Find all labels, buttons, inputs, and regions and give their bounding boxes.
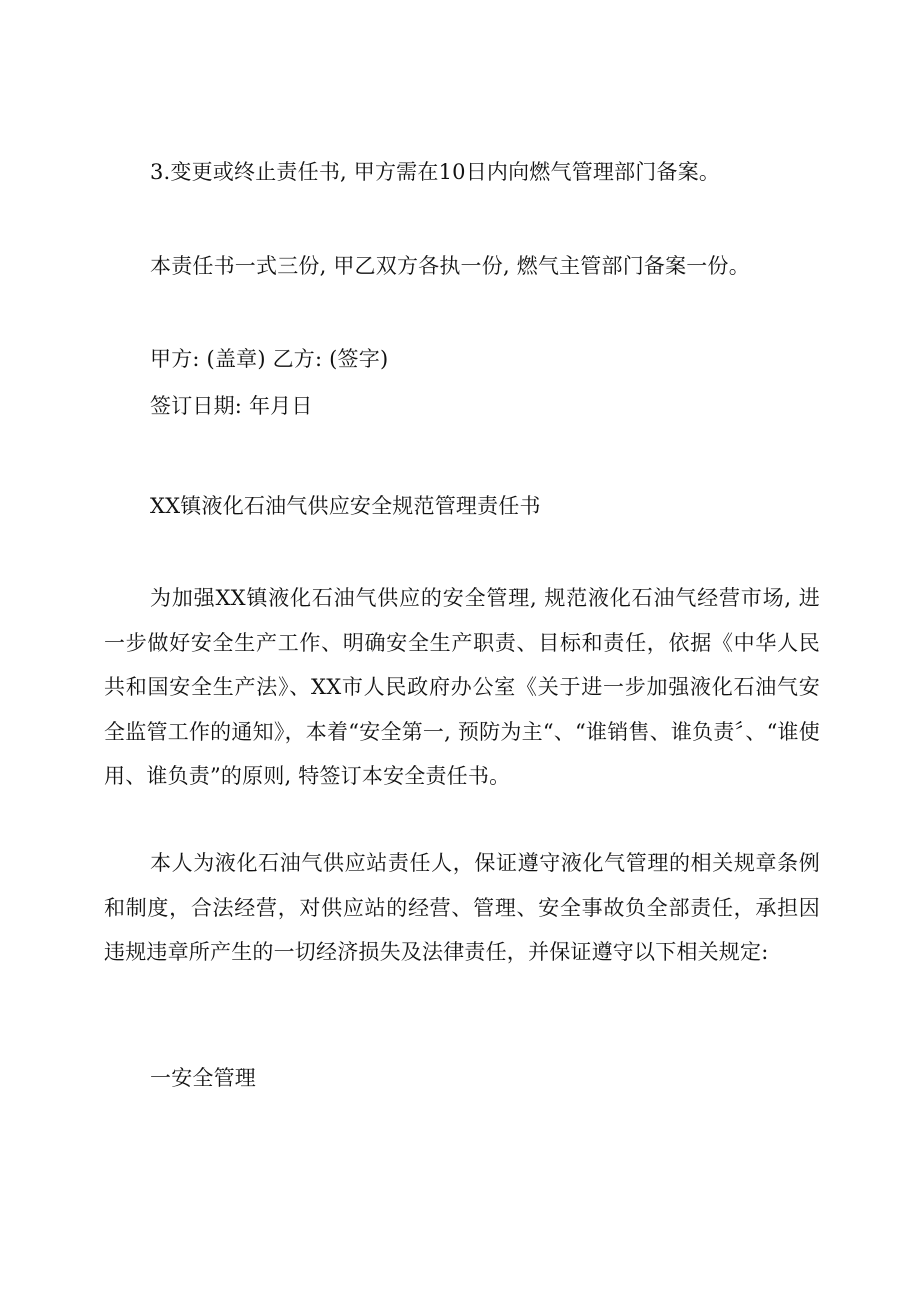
intro-paragraph: 为加强XX镇液化石油气供应的安全管理, 规范液化石油气经营市场, 进一步做好安全生产工作、明确安全生产职责、目标和责任，依据《中华人民共和国安全生产法》、XX市人民政府办公室《关于进一步加强液化石油气安全监管工作的通知》，本着“安全第一, 预防为主“、“谁销售、谁负责〞、“谁使用、谁负责”的原则, 特签订本安全责任书。 (104, 586, 820, 788)
clause-3-text: 3.变更或终止责任书, 甲方需在10日内向燃气管理部门备案。 (150, 160, 721, 184)
copies-note: 本责任书一式三份, 甲乙双方各执一份, 燃气主管部门备案一份。 (150, 254, 750, 278)
commitment-paragraph: 本人为液化石油气供应站责任人，保证遵守液化气管理的相关规章条例和制度，合法经营，对供应站的经营、管理、安全事故负全部责任，承担因违规违章所产生的一切经济损失及法律责任，并保证遵守以下相关规定: (104, 851, 820, 964)
document-title: XX镇液化石油气供应安全规范管理责任书 (150, 494, 541, 518)
signing-date-line: 签订日期: 年月日 (150, 394, 313, 418)
section-heading: 一安全管理 (150, 1066, 256, 1090)
party-signature-line: 甲方: (盖章) 乙方: (签字) (150, 347, 389, 371)
